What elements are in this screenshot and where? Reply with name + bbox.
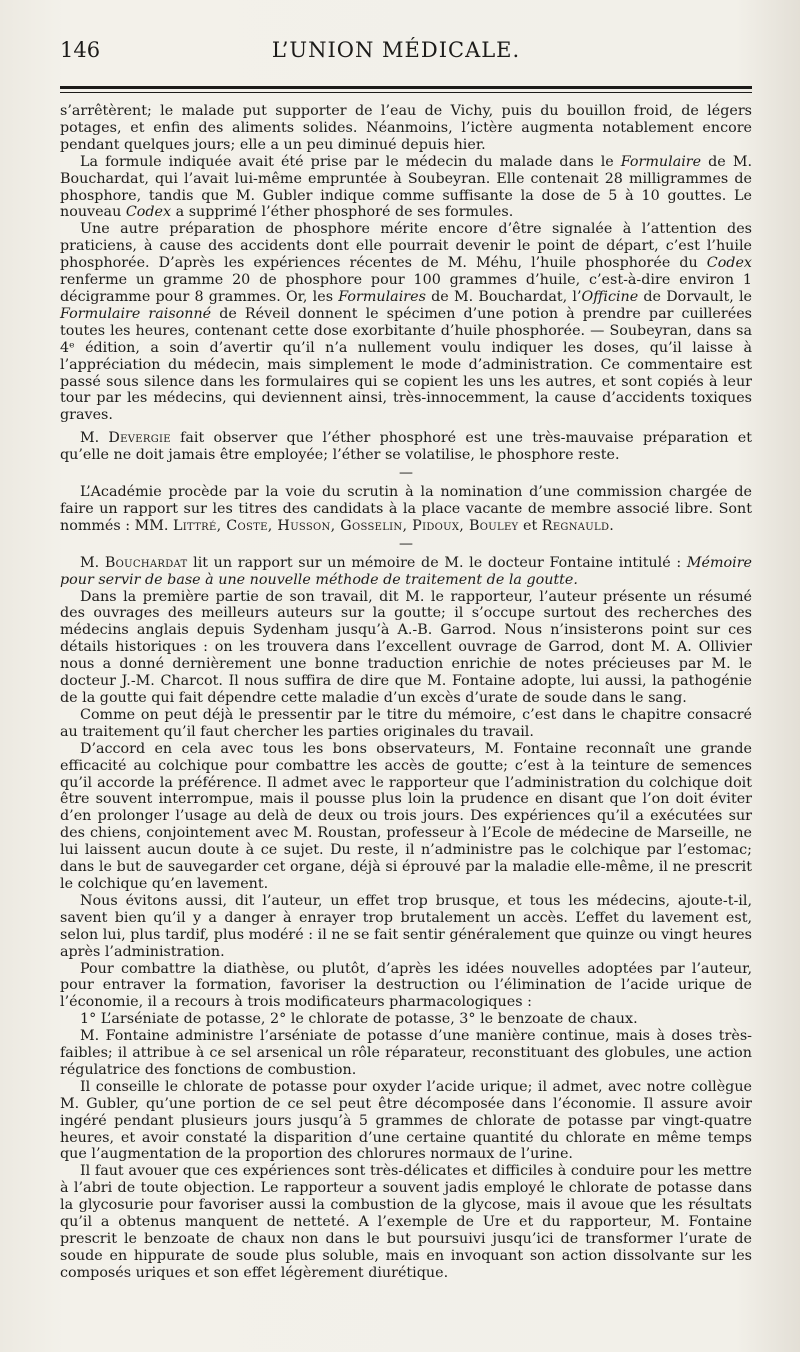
italic-title: Mémoire pour servir de base à une nouvelle méthode de traitement de la goutte. [60, 554, 752, 588]
paragraph-body: Comme on peut déjà le pressentir par le titre du mémoire, c’est dans le chapitre consacré au traitement qu’il faut chercher les parties originales du travail. [60, 706, 752, 740]
header-rule-thin [60, 92, 752, 93]
paragraph-formula: La formule indiquée avait été prise par le médecin du malade dans le Formulaire de M. Bouchardat, qui l’avait lui-même empruntée à Soubeyran. Elle contenait 28 milligrammes de phosphore, tandis que M. Gubler indique comme suffisante la dose de 5 à 10 gouttes. Le nouveau Codex a supprimé l’éther phosphoré de ses formules. [60, 153, 753, 221]
paragraph-body: Nous évitons aussi, dit l’auteur, un effet trop brusque, et tous les médecins, ajoute-t-il, savent bien qu’il y a danger à enrayer trop brutalement un accès. L’effet du lavement est, selon lui, plus tardif, plus modéré : il ne se fait sentir généralement que quinze ou vingt heures après l’administration. [60, 892, 752, 960]
italic-title: Codex [125, 204, 172, 221]
header-rule-thick [60, 86, 752, 89]
italic-title: Formulaires [338, 288, 426, 305]
page-header [60, 38, 752, 72]
member-names: Littré, Coste, Husson, Gosselin, Pidoux, Bouley [173, 517, 519, 534]
running-title: L’UNION MÉDICALE. [271, 38, 521, 62]
paragraph-huile-phosphoree: Une autre préparation de phosphore mérite encore d’être signalée à l’attention des praticiens, à cause des accidents dont elle pourrait devenir le point de départ, c’est l’huile phosphorée. D’après les expériences récentes de M. Méhu, l’huile phosphorée du Codex renferme un gramme 20 de phosphore pour 100 grammes d’huile, c’est-à-dire environ 1 décigramme pour 8 grammes. Or, les Formulaires de M. Bouchardat, l’Officine de Dorvault, le Formulaire raisonné de Réveil donnent le spécimen d’une potion à prendre par cuillerées toutes les heures, contenant cette dose exorbitante d’huile phosphorée. — Soubeyran, dans sa 4ᵉ édition, a soin d’avertir qu’il n’a nullement voulu indiquer les doses, qu’il laisse à l’appréciation du médecin, mais simplement le mode d’administration. Ce commentaire est passé sous silence dans les formulaires qui se copient les uns les autres, et sont copiés à leur tour par les médecins, qui deviennent ainsi, très-innocemment, la cause d’accidents toxiques graves. [60, 221, 753, 424]
italic-title: Officine [581, 288, 639, 305]
page-number: 146 [60, 38, 101, 62]
italic-title: Codex [706, 255, 752, 272]
member-names: Regnauld. [541, 517, 615, 534]
paragraph-body: Il faut avouer que ces expériences sont très-délicates et difficiles à conduire pour les mettre à l’abri de toute objection. Le rapporteur a souvent jadis employé le chlorate de potasse dans la glycosurie pour favoriser aussi la combustion de la glycose, mais il avoue que les résultats qu’il a obtenus manquent de netteté. A l’exemple de Ure et du rapporteur, M. Fontaine prescrit le benzoate de chaux non dans le but poursuivi jusqu’ici de transformer l’urate de soude en hippurate de soude plus soluble, mais en invoquant son action dissolvante sur les composés uriques et son effet légèrement diurétique. [60, 1163, 752, 1281]
speaker-name: Devergie [108, 430, 171, 447]
paragraph-body: 1° L’arséniate de potasse, 2° le chlorate de potasse, 3° le benzoate de chaux. [80, 1011, 638, 1028]
italic-title: Formulaire raisonné [60, 305, 212, 322]
paragraph-devergie: M. Devergie fait observer que l’éther phosphoré est une très-mauvaise préparation et qu’elle ne doit jamais être employée; l’éther se volatilise, le phosphore reste. [60, 430, 752, 464]
paragraph-body: Pour combattre la diathèse, ou plutôt, d’après les idées nouvelles adoptées par l’auteur, pour entraver la formation, favoriser la destruction ou l’élimination de l’acide urique de l’économie, il a recours à trois modificateurs pharmacologiques : [60, 960, 752, 1011]
paragraph-body: D’accord en cela avec tous les bons observateurs, M. Fontaine reconnaît une grande efficacité au colchique pour combattre les accès de goutte; c’est à la teinture de semences qu’il accorde la préférence. Il admet avec le rapporteur que l’administration du colchique doit être souvent interrompue, mais il pousse plus loin la prudence en disant que l’on doit éviter d’en prolonger l’usage au delà de deux ou trois jours. Des expériences qu’il a exécutées sur des chiens, conjointement avec M. Roustan, professeur à l’Ecole de médecine de Marseille, ne lui laissent aucun doute à ce sujet. Du reste, il n’administre pas le colchique par l’estomac; dans le but de sauvegarder cet organe, déjà si éprouvé par la maladie elle-même, il ne prescrit le colchique qu’en lavement. [60, 740, 752, 892]
speaker-name: Bouchardat [104, 554, 188, 571]
paragraph-commission: L’Académie procède par la voie du scrutin à la nomination d’une commission chargée de faire un rapport sur les titres des candidats à la place vacante de membre associé libre. Sont nommés : MM. Littré, Coste, Husson, Gosselin, Pidoux, Bouley et Regnauld. [60, 484, 752, 534]
paragraph-body: M. Fontaine administre l’arséniate de potasse d’une manière continue, mais à doses très-faibles; il attribue à ce sel arsenical un rôle réparateur, reconstituant des globules, une action régulatrice des fonctions de combustion. [60, 1028, 752, 1078]
paragraph-body: Dans la première partie de son travail, dit M. le rapporteur, l’auteur présente un résumé des ouvrages des meilleurs auteurs sur la goutte; il s’occupe surtout des recherches des médecins anglais depuis Sydenham jusqu’à A.-B. Garrod. Nous n’insisterons point sur ces détails historiques : on les trouvera dans l’excellent ouvrage de Garrod, dont M. A. Ollivier nous a donné dernièrement une bonne traduction enrichie de notes précieuses par M. le docteur J.-M. Charcot. Il nous suffira de dire que M. Fontaine adopte, lui aussi, la pathogénie de la goutte qui fait dépendre cette maladie d’un excès d’urate de soude dans le sang. [60, 588, 752, 706]
section-separator: — [399, 465, 413, 482]
paragraph-continuation: s’arrêtèrent; le malade put supporter de l’eau de Vichy, puis du bouillon froid, de légers potages, et enfin des aliments solides. Néanmoins, l’ictère augmenta notablement encore pendant quelques jours; elle a un peu diminué depuis hier. [60, 103, 752, 153]
paragraph-body: Il conseille le chlorate de potasse pour oxyder l’acide urique; il admet, avec notre collègue M. Gubler, qu’une portion de ce sel peut être décomposée dans l’économie. Il assure avoir ingéré pendant plusieurs jours jusqu’à 5 grammes de chlorate de potasse par vingt-quatre heures, et avoir constaté la disparition d’une certaine quantité du chlorate en même temps que l’augmentation de la proportion des chlorures normaux de l’urine. [60, 1078, 752, 1163]
paragraph-rapport: M. Bouchardat lit un rapport sur un mémoire de M. le docteur Fontaine intitulé : Mémoire pour servir de base à une nouvelle méthode de traitement de la goutte. [60, 554, 752, 588]
section-separator: — [399, 535, 413, 552]
article-body [60, 103, 752, 1282]
italic-title: Formulaire [620, 153, 702, 170]
